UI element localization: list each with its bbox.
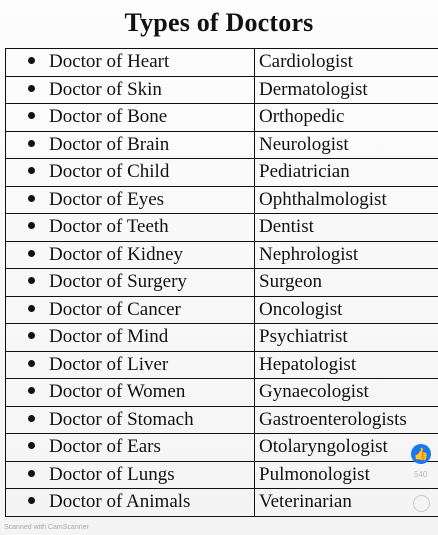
doctor-label: Doctor of Child	[49, 161, 170, 183]
doctor-label: Doctor of Skin	[49, 78, 162, 100]
bullet-icon	[28, 387, 35, 394]
doctor-cell	[6, 104, 255, 132]
doctor-label: Doctor of Liver	[49, 353, 169, 375]
doctor-label: Doctor of Kidney	[49, 243, 184, 265]
table-row	[6, 324, 438, 352]
table-row	[6, 296, 438, 324]
table-row	[6, 379, 438, 407]
doctor-cell	[6, 49, 255, 77]
bullet-icon	[28, 250, 35, 257]
doctor-label: Doctor of Animals	[49, 491, 191, 513]
table-row	[6, 159, 438, 187]
specialist-cell: Pediatrician	[255, 159, 438, 187]
specialist-cell: Dentist	[255, 214, 438, 242]
doctor-label: Doctor of Brain	[49, 133, 170, 155]
table-row	[6, 461, 438, 489]
table-row	[6, 131, 438, 159]
doctor-cell	[6, 214, 255, 242]
doctor-cell	[6, 434, 255, 462]
table-row	[6, 49, 438, 77]
doctor-cell	[6, 489, 255, 517]
doctor-cell	[6, 379, 255, 407]
table-row	[6, 214, 438, 242]
table-row	[6, 351, 438, 379]
doctors-table-body	[6, 49, 438, 517]
doctor-cell	[6, 324, 255, 352]
table-row	[6, 434, 438, 462]
doctor-cell	[6, 351, 255, 379]
bullet-icon	[28, 85, 35, 92]
specialist-cell: Psychiatrist	[255, 324, 438, 352]
specialist-cell: Gastroenterologists	[255, 406, 438, 434]
bullet-icon	[28, 277, 35, 284]
doctor-label: Doctor of Heart	[49, 51, 170, 73]
table-row	[6, 76, 438, 104]
specialist-cell: Hepatologist	[255, 351, 438, 379]
bullet-icon	[28, 195, 35, 202]
table-row	[6, 269, 438, 297]
doctor-cell	[6, 241, 255, 269]
table-row	[6, 104, 438, 132]
doctor-label: Doctor of Women	[49, 381, 186, 403]
table-row	[6, 241, 438, 269]
bullet-icon	[28, 442, 35, 449]
page-title: Types of Doctors	[124, 8, 314, 37]
specialist-cell: Cardiologist	[255, 49, 438, 77]
doctor-label: Doctor of Ears	[49, 436, 161, 458]
table-row	[6, 406, 438, 434]
doctor-cell	[6, 131, 255, 159]
doctor-cell	[6, 186, 255, 214]
specialist-cell: Veterinarian	[255, 489, 438, 517]
specialist-cell: Surgeon	[255, 269, 438, 297]
doctor-label: Doctor of Stomach	[49, 408, 194, 430]
specialist-cell: Neurologist	[255, 131, 438, 159]
doctor-label: Doctor of Lungs	[49, 463, 175, 485]
table-row	[6, 186, 438, 214]
specialist-cell: Nephrologist	[255, 241, 438, 269]
doctor-cell	[6, 406, 255, 434]
bullet-icon	[28, 140, 35, 147]
like-count: 540	[414, 470, 428, 479]
bullet-icon	[28, 167, 35, 174]
watermark: Scanned with CamScanner	[4, 524, 89, 531]
specialist-cell: Ophthalmologist	[255, 186, 438, 214]
specialist-cell: Pulmonologist	[255, 461, 438, 489]
bullet-icon	[28, 222, 35, 229]
specialist-cell: Otolaryngologist	[255, 434, 438, 462]
specialist-cell: Orthopedic	[255, 104, 438, 132]
bullet-icon	[28, 360, 35, 367]
bullet-icon	[28, 415, 35, 422]
doctor-label: Doctor of Cancer	[49, 298, 181, 320]
doctor-cell	[6, 76, 255, 104]
thumbs-up-icon[interactable]: 👍	[411, 444, 431, 464]
bullet-icon	[28, 332, 35, 339]
doctor-cell	[6, 159, 255, 187]
doctor-label: Doctor of Eyes	[49, 188, 165, 210]
bullet-icon	[28, 57, 35, 64]
bullet-icon	[28, 470, 35, 477]
table-row	[6, 489, 438, 517]
doctor-cell	[6, 269, 255, 297]
doctor-cell	[6, 296, 255, 324]
bullet-icon	[28, 305, 35, 312]
bullet-icon	[28, 112, 35, 119]
doctor-label: Doctor of Surgery	[49, 271, 187, 293]
doctor-label: Doctor of Teeth	[49, 216, 169, 238]
bullet-icon	[28, 497, 35, 504]
doctors-table	[5, 48, 438, 517]
doctor-label: Doctor of Bone	[49, 106, 168, 128]
specialist-cell: Dermatologist	[255, 76, 438, 104]
circle-icon[interactable]	[413, 495, 430, 512]
doctor-cell	[6, 461, 255, 489]
doctor-label: Doctor of Mind	[49, 326, 169, 348]
specialist-cell: Gynaecologist	[255, 379, 438, 407]
specialist-cell: Oncologist	[255, 296, 438, 324]
